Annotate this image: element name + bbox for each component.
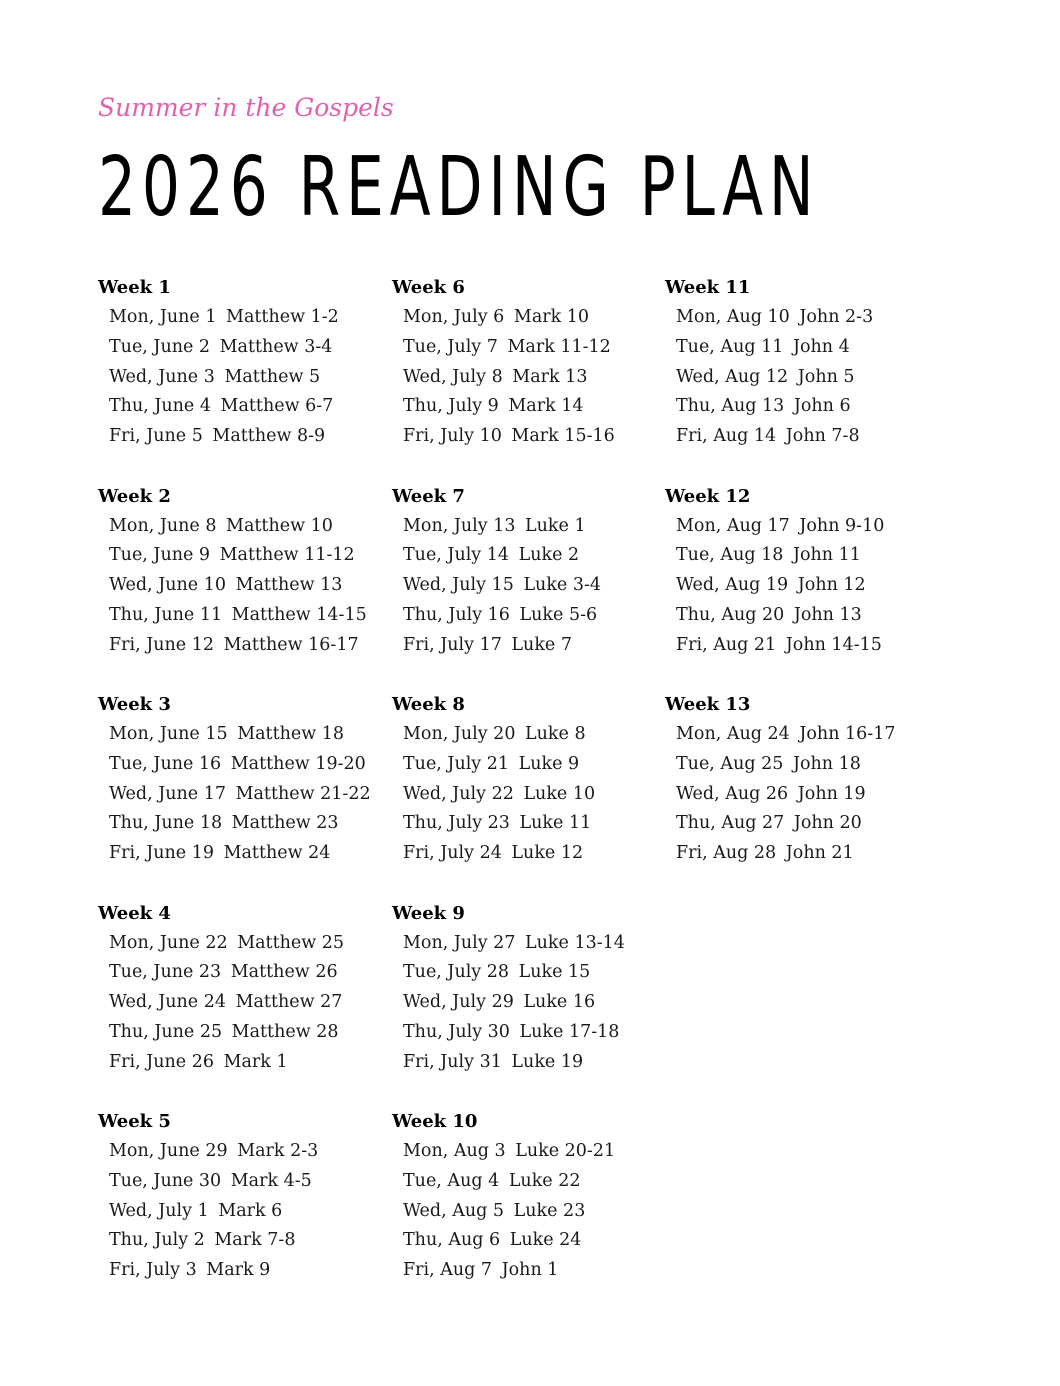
day-reading: Matthew 8-9 <box>212 426 326 447</box>
reading-day-row <box>403 1256 625 1286</box>
day-reading: John 7-8 <box>785 426 860 447</box>
week-heading: Week 2 <box>98 485 171 507</box>
day-date: Tue, Aug 11 <box>676 336 784 357</box>
week-heading: Week 13 <box>665 694 751 715</box>
week-block <box>98 899 371 1108</box>
day-reading: John 14-15 <box>785 634 882 655</box>
day-date: Tue, July 21 <box>403 753 510 774</box>
day-date: Fri, July 10 <box>403 426 502 447</box>
reading-day-row <box>676 363 895 393</box>
day-date: Wed, July 8 <box>403 366 503 387</box>
day-reading: Luke 16 <box>523 992 596 1013</box>
plan-title: 2026 READING PLAN <box>98 140 820 235</box>
week-block <box>665 690 895 899</box>
day-date: Tue, June 9 <box>109 545 211 566</box>
week-block <box>392 690 625 899</box>
reading-day-row <box>403 720 625 750</box>
day-reading: Luke 3-4 <box>523 575 602 596</box>
day-date: Thu, June 11 <box>109 604 223 625</box>
day-date: Wed, June 10 <box>109 575 226 596</box>
reading-day-row <box>676 601 895 631</box>
day-reading: Matthew 28 <box>231 1021 339 1042</box>
reading-day-row <box>676 631 895 661</box>
reading-day-row <box>109 601 371 631</box>
week-heading: Week 1 <box>98 277 171 298</box>
day-date: Wed, July 1 <box>109 1200 209 1221</box>
week-block <box>98 690 371 899</box>
reading-day-row <box>109 571 371 601</box>
reading-day-row <box>109 303 371 333</box>
week-block <box>392 1107 625 1316</box>
day-date: Mon, Aug 3 <box>403 1141 506 1161</box>
day-reading: Luke 19 <box>511 1051 584 1072</box>
day-date: Tue, Aug 18 <box>676 545 784 566</box>
day-reading: Luke 13-14 <box>525 932 625 953</box>
day-date: Mon, Aug 17 <box>676 515 790 536</box>
day-reading: John 20 <box>793 813 862 834</box>
reading-day-row <box>676 333 895 363</box>
week-block <box>98 273 371 482</box>
day-reading: John 19 <box>797 783 866 804</box>
day-reading: Luke 17-18 <box>519 1021 620 1042</box>
reading-day-row <box>676 541 895 571</box>
day-date: Fri, July 31 <box>403 1051 502 1072</box>
day-reading: John 4 <box>792 336 850 357</box>
day-reading: Matthew 21-22 <box>235 783 371 804</box>
reading-day-row <box>109 1137 371 1167</box>
reading-day-row <box>403 392 625 422</box>
reading-day-row <box>403 780 625 810</box>
day-reading: Mark 2-3 <box>237 1141 319 1161</box>
day-reading: Matthew 23 <box>231 813 339 834</box>
day-date: Fri, June 5 <box>109 426 203 447</box>
reading-day-row <box>109 1226 371 1256</box>
reading-day-row <box>403 601 625 631</box>
day-reading: Luke 11 <box>519 813 592 834</box>
reading-day-row <box>676 780 895 810</box>
day-date: Thu, Aug 6 <box>403 1230 501 1251</box>
day-date: Thu, July 9 <box>403 396 499 417</box>
day-date: Wed, June 24 <box>109 992 226 1013</box>
reading-day-row <box>109 333 371 363</box>
reading-day-row <box>403 809 625 839</box>
reading-day-row <box>676 809 895 839</box>
day-date: Thu, July 23 <box>403 813 510 834</box>
day-date: Thu, Aug 20 <box>676 604 785 625</box>
week-heading: Week 5 <box>98 1111 171 1132</box>
day-reading: Luke 24 <box>509 1230 582 1251</box>
day-date: Thu, July 16 <box>403 604 510 625</box>
day-reading: John 2-3 <box>799 307 874 327</box>
day-reading: Luke 20-21 <box>515 1141 616 1161</box>
day-date: Wed, Aug 5 <box>403 1200 505 1221</box>
schedule-column-1 <box>98 273 371 1316</box>
day-date: Wed, Aug 26 <box>676 783 789 804</box>
reading-day-row <box>403 422 625 452</box>
day-reading: John 11 <box>792 545 861 566</box>
reading-day-row <box>109 720 371 750</box>
day-reading: Luke 23 <box>513 1200 586 1221</box>
day-reading: John 9-10 <box>799 515 885 536</box>
day-reading: Matthew 5 <box>224 366 321 387</box>
day-date: Tue, July 7 <box>403 336 498 357</box>
day-date: Thu, June 25 <box>109 1021 223 1042</box>
week-heading: Week 4 <box>98 902 171 924</box>
reading-day-row <box>403 363 625 393</box>
day-date: Tue, June 30 <box>109 1170 222 1191</box>
day-date: Tue, July 14 <box>403 545 510 566</box>
day-date: Thu, Aug 27 <box>676 813 785 834</box>
day-reading: Matthew 10 <box>226 515 333 536</box>
day-date: Mon, June 1 <box>109 307 217 327</box>
week-block <box>665 273 895 482</box>
day-reading: Matthew 11-12 <box>219 545 355 566</box>
reading-day-row <box>109 392 371 422</box>
week-heading: Week 11 <box>665 277 751 298</box>
day-date: Fri, June 19 <box>109 843 214 864</box>
week-block <box>98 1107 371 1316</box>
day-reading: John 1 <box>501 1260 559 1281</box>
day-date: Mon, July 13 <box>403 515 516 536</box>
week-block <box>665 482 895 691</box>
day-reading: Matthew 19-20 <box>230 753 366 774</box>
day-date: Wed, June 17 <box>109 783 226 804</box>
reading-day-row <box>109 929 371 959</box>
day-date: Mon, June 22 <box>109 932 228 953</box>
reading-day-row <box>403 1197 625 1227</box>
day-reading: Matthew 18 <box>237 724 345 744</box>
day-reading: Mark 9 <box>206 1260 271 1281</box>
day-date: Mon, June 15 <box>109 724 228 744</box>
reading-day-row <box>403 839 625 869</box>
reading-day-row <box>109 1018 371 1048</box>
day-reading: John 16-17 <box>799 724 896 744</box>
day-date: Fri, Aug 7 <box>403 1260 493 1281</box>
day-reading: Mark 10 <box>513 307 590 327</box>
day-date: Tue, June 2 <box>109 336 211 357</box>
day-reading: Luke 2 <box>518 545 580 566</box>
day-date: Mon, Aug 10 <box>676 307 790 327</box>
reading-day-row <box>109 512 371 542</box>
day-date: Mon, June 29 <box>109 1141 228 1161</box>
day-reading: Matthew 25 <box>237 932 345 953</box>
week-heading: Week 12 <box>665 485 751 507</box>
reading-day-row <box>109 1167 371 1197</box>
reading-day-row <box>109 631 371 661</box>
schedule-column-3 <box>665 273 895 899</box>
reading-day-row <box>403 1167 625 1197</box>
reading-day-row <box>403 1048 625 1078</box>
day-reading: Luke 9 <box>518 753 580 774</box>
plan-subtitle: Summer in the Gospels <box>98 93 394 122</box>
reading-day-row <box>109 750 371 780</box>
day-reading: John 21 <box>785 843 854 864</box>
day-date: Fri, July 3 <box>109 1260 197 1281</box>
reading-day-row <box>403 541 625 571</box>
day-reading: John 5 <box>797 366 855 387</box>
reading-day-row <box>676 392 895 422</box>
day-date: Fri, Aug 21 <box>676 634 777 655</box>
day-date: Fri, Aug 14 <box>676 426 777 447</box>
reading-day-row <box>403 303 625 333</box>
reading-day-row <box>676 422 895 452</box>
day-date: Wed, Aug 12 <box>676 366 789 387</box>
reading-day-row <box>109 1256 371 1286</box>
week-heading: Week 10 <box>392 1111 478 1132</box>
day-date: Wed, July 29 <box>403 992 514 1013</box>
reading-day-row <box>109 958 371 988</box>
day-date: Thu, July 2 <box>109 1230 205 1251</box>
reading-day-row <box>403 958 625 988</box>
week-heading: Week 6 <box>392 277 465 298</box>
day-reading: Matthew 6-7 <box>220 396 334 417</box>
day-date: Fri, June 26 <box>109 1051 214 1072</box>
day-date: Mon, Aug 24 <box>676 724 790 744</box>
day-date: Mon, June 8 <box>109 515 217 536</box>
reading-day-row <box>403 1226 625 1256</box>
schedule-column-2 <box>392 273 625 1316</box>
day-date: Thu, Aug 13 <box>676 396 785 417</box>
reading-day-row <box>403 571 625 601</box>
reading-day-row <box>403 1018 625 1048</box>
day-reading: Matthew 3-4 <box>219 336 333 357</box>
week-block <box>392 273 625 482</box>
day-reading: Matthew 13 <box>235 575 343 596</box>
week-heading: Week 9 <box>392 902 465 924</box>
day-reading: Mark 13 <box>512 366 588 387</box>
reading-day-row <box>403 750 625 780</box>
day-reading: John 13 <box>793 604 862 625</box>
reading-day-row <box>676 512 895 542</box>
day-date: Mon, July 6 <box>403 307 505 327</box>
day-reading: Matthew 26 <box>230 962 338 983</box>
reading-day-row <box>109 988 371 1018</box>
day-date: Tue, Aug 25 <box>676 753 784 774</box>
day-reading: John 12 <box>797 575 866 596</box>
day-date: Fri, July 24 <box>403 843 502 864</box>
day-date: Mon, July 27 <box>403 932 516 953</box>
reading-day-row <box>109 422 371 452</box>
day-reading: John 18 <box>792 753 861 774</box>
day-reading: Mark 4-5 <box>230 1170 312 1191</box>
reading-day-row <box>676 750 895 780</box>
day-reading: Luke 15 <box>518 962 591 983</box>
day-reading: Luke 22 <box>508 1170 581 1191</box>
week-block <box>392 482 625 691</box>
day-reading: Luke 12 <box>511 843 584 864</box>
reading-day-row <box>403 631 625 661</box>
day-reading: Luke 8 <box>525 724 586 744</box>
reading-day-row <box>403 988 625 1018</box>
day-date: Wed, June 3 <box>109 366 215 387</box>
week-heading: Week 7 <box>392 485 465 507</box>
reading-day-row <box>676 839 895 869</box>
day-date: Fri, July 17 <box>403 634 502 655</box>
week-heading: Week 3 <box>98 694 171 715</box>
day-date: Wed, July 22 <box>403 783 514 804</box>
reading-day-row <box>403 929 625 959</box>
day-date: Tue, June 16 <box>109 753 222 774</box>
day-date: Fri, Aug 28 <box>676 843 777 864</box>
day-reading: Matthew 14-15 <box>231 604 367 625</box>
day-reading: Mark 7-8 <box>214 1230 296 1251</box>
reading-day-row <box>403 512 625 542</box>
day-date: Fri, June 12 <box>109 634 214 655</box>
reading-day-row <box>109 809 371 839</box>
day-date: Wed, July 15 <box>403 575 514 596</box>
day-reading: Luke 5-6 <box>519 604 598 625</box>
reading-day-row <box>676 720 895 750</box>
day-date: Mon, July 20 <box>403 724 516 744</box>
day-date: Wed, Aug 19 <box>676 575 789 596</box>
reading-day-row <box>676 571 895 601</box>
reading-day-row <box>676 303 895 333</box>
day-reading: Matthew 24 <box>223 843 331 864</box>
day-date: Thu, June 4 <box>109 396 211 417</box>
reading-day-row <box>109 1197 371 1227</box>
reading-day-row <box>403 1137 625 1167</box>
day-reading: Mark 15-16 <box>511 426 615 447</box>
day-reading: Luke 1 <box>525 515 586 536</box>
day-reading: Luke 10 <box>523 783 596 804</box>
reading-day-row <box>109 541 371 571</box>
week-block <box>392 899 625 1108</box>
day-reading: Mark 6 <box>218 1200 283 1221</box>
day-date: Thu, July 30 <box>403 1021 510 1042</box>
day-reading: Mark 11-12 <box>507 336 611 357</box>
day-date: Tue, Aug 4 <box>403 1170 500 1191</box>
day-reading: John 6 <box>793 396 851 417</box>
reading-day-row <box>403 333 625 363</box>
week-block <box>98 482 371 691</box>
day-date: Tue, June 23 <box>109 962 222 983</box>
reading-day-row <box>109 839 371 869</box>
day-date: Tue, July 28 <box>403 962 510 983</box>
reading-day-row <box>109 363 371 393</box>
reading-day-row <box>109 1048 371 1078</box>
day-reading: Mark 1 <box>223 1051 288 1072</box>
reading-day-row <box>109 780 371 810</box>
day-reading: Mark 14 <box>508 396 584 417</box>
day-date: Thu, June 18 <box>109 813 223 834</box>
week-heading: Week 8 <box>392 694 465 715</box>
day-reading: Matthew 1-2 <box>226 307 339 327</box>
day-reading: Matthew 16-17 <box>223 634 359 655</box>
day-reading: Luke 7 <box>511 634 572 655</box>
day-reading: Matthew 27 <box>235 992 343 1013</box>
